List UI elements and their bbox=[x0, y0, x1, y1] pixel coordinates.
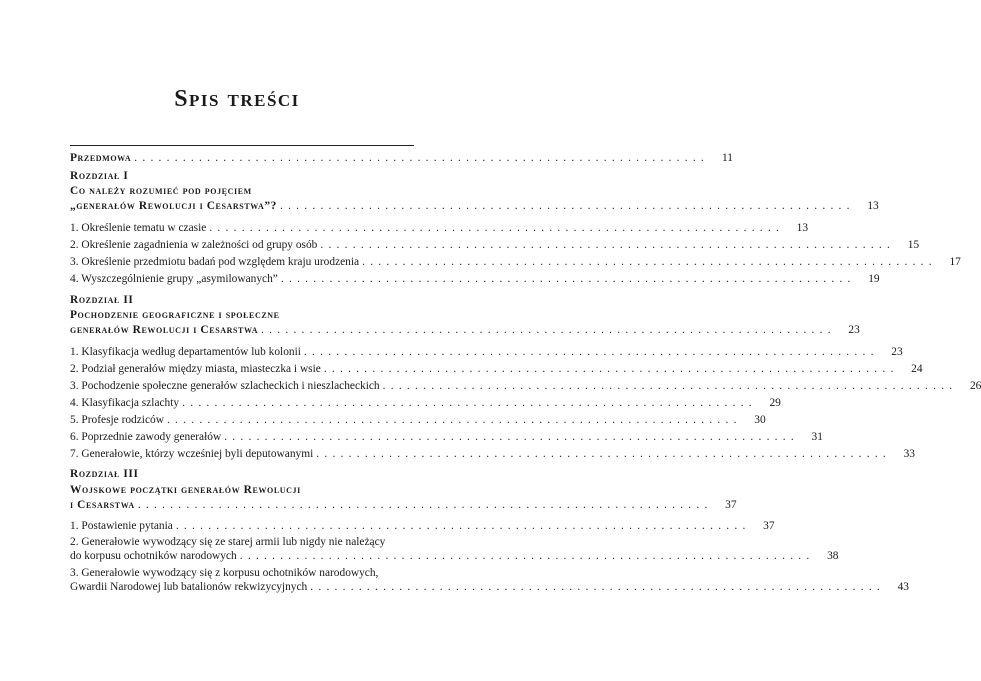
toc-page-number: 30 bbox=[754, 414, 766, 426]
page-title: Spis treści bbox=[174, 86, 300, 112]
toc-page-number: 37 bbox=[763, 520, 775, 532]
dot-leader bbox=[324, 362, 895, 376]
title-rule bbox=[70, 145, 414, 146]
toc-entry-preface bbox=[70, 151, 733, 165]
toc-page-number: 15 bbox=[907, 239, 920, 251]
toc-entry-label: 4. Wyszczególnienie grupy „asymilowanych” bbox=[70, 273, 278, 285]
toc-entry-label: Przedmowa bbox=[70, 152, 132, 164]
dot-leader bbox=[383, 379, 954, 393]
toc-entry-label: Gwardii Narodowej lub batalionów rekwizycyjnych bbox=[70, 581, 308, 593]
dot-leader bbox=[304, 345, 875, 359]
dot-leader bbox=[134, 151, 705, 165]
chapter-title-line: i Cesarstwa bbox=[70, 499, 135, 511]
toc-page-number: 17 bbox=[949, 256, 961, 268]
toc-entry-chapter-2 bbox=[70, 323, 860, 337]
dot-leader bbox=[280, 199, 851, 213]
toc-entry-label: do korpusu ochotników narodowych bbox=[70, 550, 237, 562]
toc-entry-label: 2. Określenie zagadnienia w zależności od grupy osób bbox=[70, 239, 318, 251]
toc-entry bbox=[70, 345, 903, 359]
toc-entry-label: 6. Poprzednie zawody generałów bbox=[70, 431, 222, 443]
dot-leader bbox=[281, 272, 852, 286]
toc-page-number: 23 bbox=[848, 324, 860, 336]
toc-entry bbox=[70, 362, 923, 376]
toc-entry bbox=[70, 221, 809, 235]
dot-leader bbox=[176, 519, 747, 533]
toc-page-number: 31 bbox=[811, 431, 823, 443]
toc-page-number: 29 bbox=[769, 397, 781, 409]
chapter-title-line: Wojskowe początki generałów Rewolucji bbox=[70, 484, 301, 496]
dot-leader bbox=[310, 580, 881, 594]
toc-entry bbox=[70, 413, 766, 427]
toc-entry-label: 5. Profesje rodziców bbox=[70, 414, 164, 426]
toc-page-number: 11 bbox=[722, 152, 733, 164]
toc-page-number: 26 bbox=[969, 380, 981, 392]
chapter-title-line: „generałów Rewolucji i Cesarstwa”? bbox=[70, 200, 277, 212]
dot-leader bbox=[138, 498, 709, 512]
toc-entry-label: 4. Klasyfikacja szlachty bbox=[70, 397, 180, 409]
toc-entry bbox=[70, 580, 909, 594]
toc-entry-chapter-3 bbox=[70, 498, 737, 512]
toc-entry-line: 3. Generałowie wywodzący się z korpusu ochotników narodowych, bbox=[70, 567, 379, 579]
dot-leader bbox=[224, 430, 795, 444]
chapter-title-line: Co należy rozumieć pod pojęciem bbox=[70, 185, 252, 197]
toc-entry-label: 7. Generałowie, którzy wcześniej byli deputowanymi bbox=[70, 448, 314, 460]
toc-entry-label: 3. Określenie przedmiotu badań pod względem kraju urodzenia bbox=[70, 256, 360, 268]
dot-leader bbox=[316, 447, 887, 461]
toc-page-number: 24 bbox=[911, 363, 923, 375]
toc-page-number: 13 bbox=[796, 222, 809, 234]
toc-entry bbox=[70, 549, 839, 563]
chapter-heading: Rozdział II bbox=[70, 294, 134, 306]
toc-entry bbox=[70, 519, 775, 533]
toc-entry bbox=[70, 430, 823, 444]
dot-leader bbox=[261, 323, 832, 337]
toc-page-number: 33 bbox=[903, 448, 915, 460]
toc-page-number: 19 bbox=[868, 273, 880, 285]
toc-entry bbox=[70, 447, 915, 461]
toc-page-number: 13 bbox=[867, 200, 879, 212]
toc-entry bbox=[70, 272, 880, 286]
chapter-title-line: generałów Rewolucji i Cesarstwa bbox=[70, 324, 259, 336]
dot-leader bbox=[320, 238, 891, 252]
toc-entry-line: 2. Generałowie wywodzący się ze starej armii lub nigdy nie należący bbox=[70, 536, 386, 548]
toc-entry bbox=[70, 396, 781, 410]
dot-leader bbox=[240, 549, 811, 563]
dot-leader bbox=[362, 255, 933, 269]
chapter-heading: Rozdział I bbox=[70, 170, 129, 182]
toc-entry-label: 1. Określenie tematu w czasie bbox=[70, 222, 207, 234]
toc-page-number: 37 bbox=[725, 499, 737, 511]
toc-entry bbox=[70, 255, 961, 269]
toc-page-number: 38 bbox=[827, 550, 839, 562]
toc-entry-label: 1. Klasyfikacja według departamentów lub kolonii bbox=[70, 346, 301, 358]
chapter-title-line: Pochodzenie geograficzne i społeczne bbox=[70, 309, 280, 321]
toc-entry bbox=[70, 379, 981, 393]
toc-entry-label: 3. Pochodzenie społeczne generałów szlacheckich i nieszlacheckich bbox=[70, 380, 380, 392]
toc-entry-chapter-1 bbox=[70, 199, 879, 213]
toc-entry bbox=[70, 238, 920, 252]
dot-leader bbox=[182, 396, 753, 410]
toc-page-number: 23 bbox=[891, 346, 903, 358]
dot-leader bbox=[209, 221, 780, 235]
toc-entry-label: 1. Postawienie pytania bbox=[70, 520, 173, 532]
dot-leader bbox=[167, 413, 738, 427]
toc-entry-label: 2. Podział generałów między miasta, miasteczka i wsie bbox=[70, 363, 321, 375]
toc-page-number: 43 bbox=[897, 581, 909, 593]
chapter-heading: Rozdział III bbox=[70, 468, 139, 480]
